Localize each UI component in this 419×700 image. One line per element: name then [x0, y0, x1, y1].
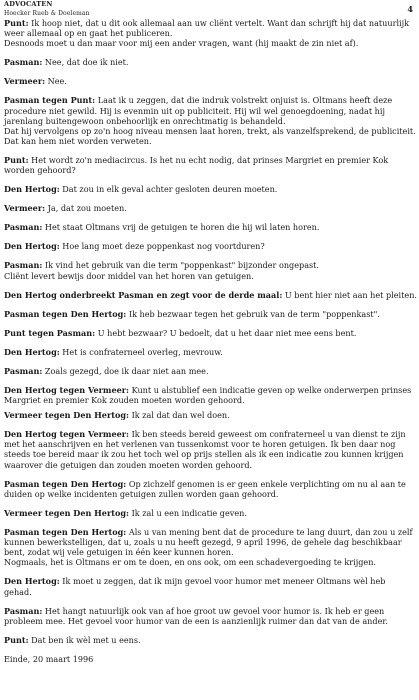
line-text: Dat kan hem niet worden verweten. [4, 136, 152, 147]
paragraph-line [4, 429, 412, 439]
transcript-paragraph [4, 347, 412, 357]
speaker-label: Pasman tegen Den Hertog: [4, 478, 127, 489]
line-text: Laat ik u zeggen, dat die indruk volstrekt onjuist is. Oltmans heeft deze [95, 95, 393, 106]
paragraph-line [4, 557, 412, 567]
paragraph-line [4, 385, 412, 395]
line-text: Ik zal u een indicatie geven. [129, 507, 247, 518]
transcript-paragraph [4, 479, 412, 499]
paragraph-line [4, 654, 412, 664]
line-text: Ik moet u zeggen, dat ik mijn gevoel voor humor met meneer Oltmans wèl heb [59, 576, 386, 587]
transcript-paragraph [4, 260, 412, 280]
line-text: Op zichzelf genomen is er geen enkele verplichting om nu al aan te [126, 478, 406, 489]
transcript-paragraph [4, 410, 412, 420]
speaker-label: Den Hertog: [4, 576, 60, 587]
paragraph-line [4, 155, 412, 165]
speaker-label: Vermeer: [4, 203, 46, 214]
firm-type: ADVOCATEN [4, 0, 53, 8]
speaker-label: Pasman: [4, 57, 43, 68]
line-text: procedure niet gewild. Hij is evenmin uit op publiciteit. Hij wil wel genoegdoening, nadat hij [4, 105, 385, 116]
paragraph-line [4, 587, 412, 597]
transcript-paragraph [4, 654, 412, 664]
speaker-label: Vermeer: [4, 76, 46, 87]
line-text: duiden op welke incidenten getuigen zullen worden gaan gehoord. [4, 488, 279, 499]
line-text: Nogmaals, het is Oltmans er om te doen, en ons ook, om een schadevergoeding te krijgen. [4, 557, 376, 568]
transcript-paragraph [4, 241, 412, 251]
paragraph-line [4, 184, 412, 194]
paragraph-line [4, 576, 412, 586]
transcript-paragraph [4, 184, 412, 194]
paragraph-line [4, 537, 412, 547]
speaker-label: Den Hertog: [4, 346, 60, 357]
paragraph-line [4, 222, 412, 232]
line-text: gehad. [4, 586, 32, 597]
line-text: Als u van mening bent dat de procedure te lang duurt, dan zou u zelf [126, 526, 413, 537]
paragraph-line [4, 57, 412, 67]
transcript-paragraph [4, 385, 412, 405]
line-text: Einde, 20 maart 1996 [4, 653, 94, 664]
speaker-label: Pasman tegen Den Hertog: [4, 526, 127, 537]
transcript-paragraph [4, 527, 412, 568]
transcript-paragraph [4, 328, 412, 338]
paragraph-line [4, 395, 412, 405]
paragraph-line [4, 366, 412, 376]
transcript-paragraph [4, 508, 412, 518]
transcript-paragraph [4, 76, 412, 86]
transcript-paragraph [4, 429, 412, 470]
paragraph-line [4, 260, 412, 270]
speaker-label: Punt tegen Pasman: [4, 327, 96, 338]
paragraph-line [4, 460, 412, 470]
paragraph-line [4, 271, 412, 281]
line-text: weer allemaal op en gaat het publiceren. [4, 28, 173, 39]
paragraph-line [4, 136, 412, 146]
transcript-paragraph [4, 366, 412, 376]
page-number: 4 [407, 4, 413, 14]
line-text: probleem mee. Het gevoel voor humor van de een is aanzienlijk ruimer dan dat van de ander. [4, 615, 388, 626]
line-text: Hoe lang moet deze poppenkast nog voortduren? [59, 241, 265, 252]
letterhead [4, 1, 90, 17]
paragraph-line [4, 439, 412, 449]
paragraph-line [4, 489, 412, 499]
line-text: Ik heb bezwaar tegen het gebruik van de term "poppenkast". [126, 308, 380, 319]
transcript-paragraph [4, 18, 412, 49]
line-text: Nee. [45, 76, 67, 87]
speaker-label: Vermeer tegen Den Hertog: [4, 410, 130, 421]
paragraph-line [4, 38, 412, 48]
line-text: Ik vind het gebruik van die term "poppenkast" bijzonder ongepast. [42, 260, 319, 271]
speaker-label: Den Hertog tegen Vermeer: [4, 429, 130, 440]
line-text: Het staat Oltmans vrij de getuigen te horen die hij wil laten horen. [42, 222, 320, 233]
paragraph-line [4, 347, 412, 357]
line-text: Dat ben ik wèl met u eens. [28, 634, 141, 645]
line-text: Dat hij vervolgens op zo'n hoog niveau mensen laat horen, trekt, als vanzelfsprekend, de publiciteit. [4, 126, 416, 137]
speaker-label: Den Hertog tegen Vermeer: [4, 384, 130, 395]
paragraph-line [4, 76, 412, 86]
transcript-paragraph [4, 95, 416, 147]
line-text: Zoals gezegd, doe ik daar niet aan mee. [42, 365, 209, 376]
line-text: jarenlang buitengewoon onbehoorlijk en onrechtmatig is behandeld. [4, 115, 286, 126]
line-text: Kunt u alstublief een indicatie geven op welke onderwerpen prinses [129, 384, 412, 395]
line-text: met het aanschrijven en het verlenen van tussenkomst voor te horen getuigen. Ik ben daar nog [4, 439, 396, 450]
speaker-label: Den Hertog onderbreekt Pasman en zegt voor de derde maal: [4, 289, 283, 300]
line-text: Ik hoop niet, dat u dit ook allemaal aan uw cliënt vertelt. Want dan schrijft hij dat natuurlijk [28, 18, 410, 28]
paragraph-line [4, 328, 412, 338]
paragraph-line [4, 165, 412, 175]
line-text: Nee, dat doe ik niet. [42, 57, 129, 68]
line-text: Margriet en premier Kok zouden moeten worden gehoord. [4, 394, 245, 405]
line-text: waarover die getuigen dan zouden moeten worden gehoord. [4, 459, 253, 470]
paragraph-line [4, 116, 412, 126]
line-text: Het hangt natuurlijk ook van af hoe groot uw gevoel voor humor is. Ik heb er geen [42, 605, 385, 616]
paragraph-line [4, 410, 412, 420]
line-text: kunnen bewerkstelligen, dat u, zoals u nu heeft gezegd, 9 april 1996, de gehele dag beschikbaar [4, 537, 402, 548]
transcript-paragraph [4, 309, 412, 319]
paragraph-line [4, 479, 412, 489]
transcript-paragraph [4, 203, 412, 213]
speaker-label: Pasman: [4, 365, 43, 376]
paragraph-line [4, 126, 416, 137]
line-text: Ja, dat zou moeten. [45, 203, 127, 214]
paragraph-line [4, 547, 412, 557]
paragraph-line [4, 203, 412, 213]
paragraph-line [4, 289, 417, 300]
speaker-label: Den Hertog: [4, 241, 60, 252]
speaker-label: Den Hertog: [4, 184, 60, 195]
paragraph-line [4, 635, 412, 645]
speaker-label: Punt: [4, 155, 29, 166]
speaker-label: Pasman: [4, 605, 43, 616]
transcript-paragraph [4, 155, 412, 175]
paragraph-line [4, 28, 412, 38]
speaker-label: Pasman: [4, 260, 43, 271]
transcript-paragraph [4, 576, 412, 596]
speaker-label: Pasman tegen Punt: [4, 95, 96, 106]
line-text: Het is confraterneel overleg, mevrouw. [59, 346, 223, 357]
line-text: steeds toe bereid maar ik zou het toch wel op prijs stellen als ik een indicatie zou kunnen krijgen [4, 449, 404, 460]
transcript-paragraph [4, 289, 417, 300]
paragraph-line [4, 527, 412, 537]
speaker-label: Punt: [4, 634, 29, 645]
line-text: Ik ben steeds bereid geweest om confraterneel u van dienst te zijn [129, 429, 406, 440]
line-text: U bent hier niet aan het pleiten. [282, 289, 417, 300]
line-text: Desnoods moet u dan maar voor mij een ander vragen, want (hij maakt de zin niet af). [4, 38, 359, 49]
line-text: Het wordt zo'n mediacircus. Is het nu echt nodig, dat prinses Margriet en premier Kok [28, 155, 389, 166]
speaker-label: Pasman: [4, 222, 43, 233]
paragraph-line [4, 508, 412, 518]
line-text: U hebt bezwaar? U bedoelt, dat u het daar niet mee eens bent. [95, 327, 357, 338]
line-text: Dat zou in elk geval achter gesloten deuren moeten. [59, 184, 278, 195]
transcript-paragraph [4, 57, 412, 67]
paragraph-line [4, 95, 412, 105]
firm-name: Hoecker Rueb & Doeleman [4, 9, 90, 17]
speaker-label: Punt: [4, 18, 29, 28]
transcript-paragraph [4, 635, 412, 645]
line-text: worden gehoord? [4, 165, 76, 176]
paragraph-line [4, 449, 412, 459]
speaker-label: Pasman tegen Den Hertog: [4, 308, 127, 319]
paragraph-line [4, 616, 412, 626]
transcript-paragraph [4, 222, 412, 232]
paragraph-line [4, 241, 412, 251]
speaker-label: Vermeer tegen Den Hertog: [4, 507, 130, 518]
transcript-body [4, 18, 417, 664]
paragraph-line [4, 309, 412, 319]
line-text: Ik zal dat dan wel doen. [129, 410, 230, 421]
paragraph-line [4, 106, 412, 116]
paragraph-line [4, 18, 412, 28]
transcript-paragraph [4, 606, 412, 626]
paragraph-line [4, 606, 412, 616]
line-text: bent, zodat wij vele getuigen in één keer kunnen horen. [4, 547, 234, 558]
line-text: Cliënt levert bewijs door middel van het horen van getuigen. [4, 270, 254, 281]
